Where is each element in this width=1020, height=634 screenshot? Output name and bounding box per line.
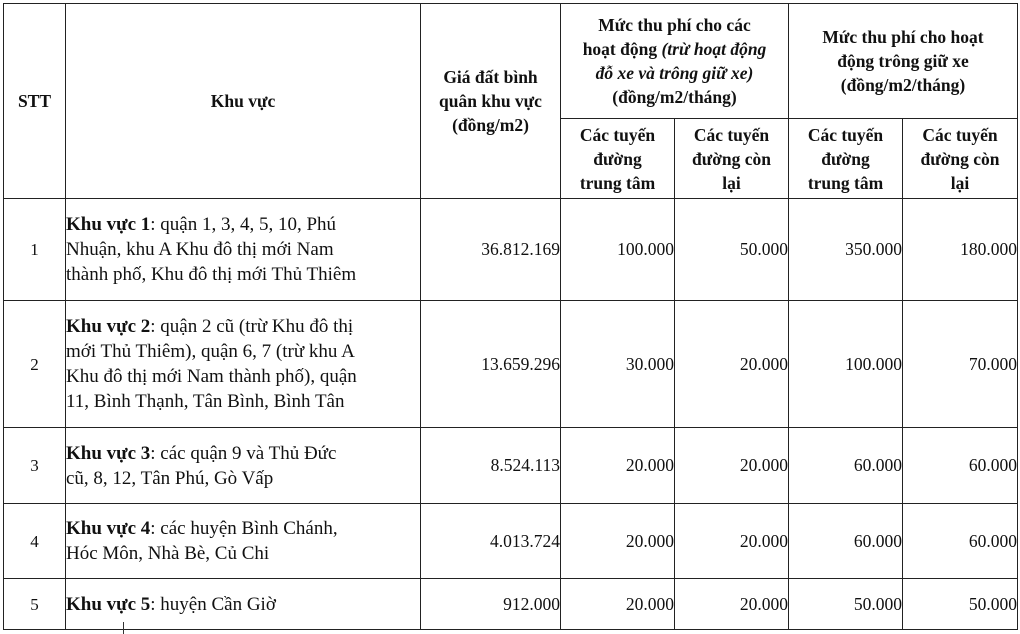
row-activity-remaining: 20.000: [675, 428, 789, 504]
row-stt: 2: [4, 301, 66, 428]
subheader-activity-remaining: Các tuyến đường còn lại: [675, 119, 789, 199]
row-parking-remaining: 60.000: [903, 428, 1018, 504]
row-parking-central: 60.000: [789, 428, 903, 504]
row-land-price: 4.013.724: [421, 504, 561, 579]
row-area: Khu vực 1: quận 1, 3, 4, 5, 10, Phú Nhuận, khu A Khu đô thị mới Nam thành phố, Khu đô thị mới Thủ Thiêm: [66, 199, 421, 301]
row-parking-central: 100.000: [789, 301, 903, 428]
row-area: Khu vực 4: các huyện Bình Chánh, Hóc Môn, Nhà Bè, Củ Chi: [66, 504, 421, 579]
row-activity-central: 20.000: [561, 504, 675, 579]
row-parking-remaining: 180.000: [903, 199, 1018, 301]
row-land-price: 8.524.113: [421, 428, 561, 504]
row-parking-remaining: 70.000: [903, 301, 1018, 428]
row-activity-remaining: 20.000: [675, 579, 789, 630]
table-row: [4, 504, 1018, 579]
row-parking-remaining: 60.000: [903, 504, 1018, 579]
row-activity-central: 20.000: [561, 579, 675, 630]
row-activity-remaining: 50.000: [675, 199, 789, 301]
row-area: Khu vực 2: quận 2 cũ (trừ Khu đô thị mới Thủ Thiêm), quận 6, 7 (trừ khu A Khu đô thị mới Nam thành phố), quận 11, Bình Thạnh, Tân Bình, Bình Tân: [66, 301, 421, 428]
row-activity-central: 100.000: [561, 199, 675, 301]
divider-tick: [123, 622, 124, 634]
fee-table: [3, 3, 1018, 630]
header-fee-parking: Mức thu phí cho hoạt động trông giữ xe (đồng/m2/tháng): [789, 4, 1018, 119]
row-area: Khu vực 3: các quận 9 và Thủ Đức cũ, 8, 12, Tân Phú, Gò Vấp: [66, 428, 421, 504]
header-area: Khu vực: [66, 4, 421, 199]
header-stt: STT: [4, 4, 66, 199]
row-stt: 5: [4, 579, 66, 630]
row-parking-central: 350.000: [789, 199, 903, 301]
header-fee-activities: Mức thu phí cho các hoạt động (trừ hoạt động đỗ xe và trông giữ xe) (đồng/m2/tháng): [561, 4, 789, 119]
row-stt: 3: [4, 428, 66, 504]
row-stt: 4: [4, 504, 66, 579]
table-row: [4, 301, 1018, 428]
row-activity-remaining: 20.000: [675, 504, 789, 579]
row-stt: 1: [4, 199, 66, 301]
row-activity-central: 30.000: [561, 301, 675, 428]
row-land-price: 13.659.296: [421, 301, 561, 428]
row-land-price: 36.812.169: [421, 199, 561, 301]
row-parking-central: 60.000: [789, 504, 903, 579]
subheader-parking-remaining: Các tuyến đường còn lại: [903, 119, 1018, 199]
header-land-price: Giá đất bình quân khu vực (đồng/m2): [421, 4, 561, 199]
table-row: [4, 428, 1018, 504]
row-land-price: 912.000: [421, 579, 561, 630]
row-activity-central: 20.000: [561, 428, 675, 504]
row-parking-central: 50.000: [789, 579, 903, 630]
table-row: [4, 579, 1018, 630]
subheader-activity-central: Các tuyến đường trung tâm: [561, 119, 675, 199]
row-area: Khu vực 5: huyện Cần Giờ: [66, 579, 421, 630]
table-row: [4, 199, 1018, 301]
row-parking-remaining: 50.000: [903, 579, 1018, 630]
row-activity-remaining: 20.000: [675, 301, 789, 428]
subheader-parking-central: Các tuyến đường trung tâm: [789, 119, 903, 199]
